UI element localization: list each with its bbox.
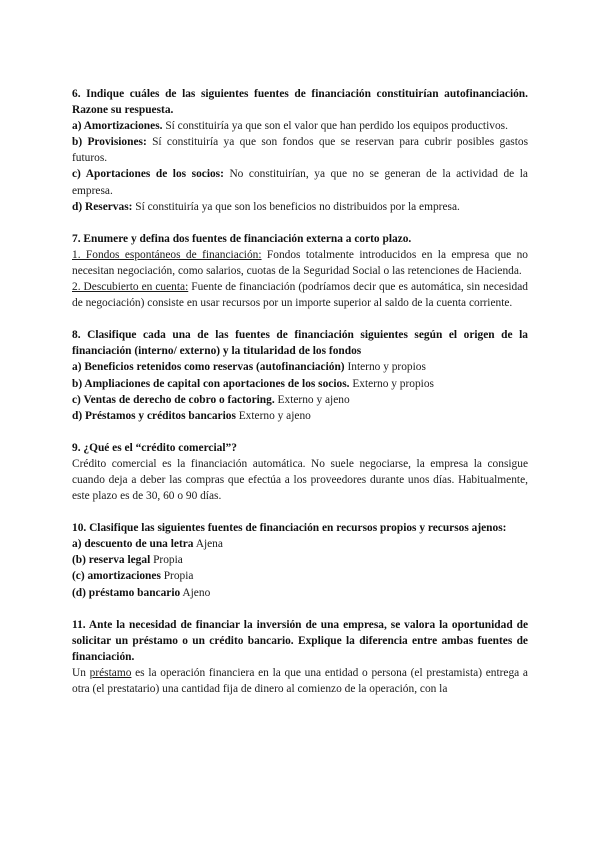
answer-8b: b) Ampliaciones de capital con aportaciones de los socios. Externo y propios xyxy=(72,377,434,390)
question-9-title: 9. ¿Qué es el “crédito comercial”? xyxy=(72,441,237,454)
question-7-title: 7. Enumere y defina dos fuentes de financiación externa a corto plazo. xyxy=(72,232,412,245)
question-8-title: 8. Clasifique cada una de las fuentes de financiación siguientes según el origen de la financiación (interno/ externo) y la titularidad de los fondos xyxy=(72,329,528,358)
answer-6c: c) Aportaciones de los socios: No constituirían, ya que no se generan de la actividad de la empresa. xyxy=(72,168,528,197)
answer-8c: c) Ventas de derecho de cobro o factoring. Externo y ajeno xyxy=(72,393,350,406)
answer-6b: b) Provisiones: Sí constituiría ya que son fondos que se reservan para cubrir posibles gastos futuros. xyxy=(72,136,529,165)
question-10 xyxy=(72,520,528,600)
question-9 xyxy=(72,440,528,504)
answer-8d: d) Préstamos y créditos bancarios Externo y ajeno xyxy=(72,409,311,422)
answer-6d: d) Reservas: Sí constituiría ya que son los beneficios no distribuidos por la empresa. xyxy=(72,200,460,213)
answer-6a: a) Amortizaciones. Sí constituiría ya que son el valor que han perdido los equipos productivos. xyxy=(72,120,508,133)
question-6 xyxy=(72,86,528,215)
term-prestamo: préstamo xyxy=(89,666,132,679)
answer-8a: a) Beneficios retenidos como reservas (autofinanciación) Interno y propios xyxy=(72,361,426,374)
answer-7-2: 2. Descubierto en cuenta: Fuente de financiación (podríamos decir que es automática, sin necesidad de negociación) consiste en usar recursos por un importe superior al saldo de la cuenta corriente. xyxy=(72,281,528,310)
question-11-title: 11. Ante la necesidad de financiar la inversión de una empresa, se valora la oportunidad de solicitar un préstamo o un crédito bancario. Explique la diferencia entre ambas fuentes de financiación. xyxy=(72,618,528,663)
answer-10b: (b) reserva legal Propia xyxy=(72,554,183,567)
answer-7-1: 1. Fondos espontáneos de financiación: Fondos totalmente introducidos en la empresa que no necesitan negociación, como salarios, cuotas de la Seguridad Social o las retenciones de Hacienda. xyxy=(72,248,528,277)
question-8 xyxy=(72,327,528,424)
question-10-title: 10. Clasifique las siguientes fuentes de financiación en recursos propios y recursos ajenos: xyxy=(72,522,507,535)
answer-10a: a) descuento de una letra Ajena xyxy=(72,538,223,551)
question-7 xyxy=(72,231,528,311)
answer-10c: (c) amortizaciones Propia xyxy=(72,570,194,583)
answer-9: Crédito comercial es la financiación automática. No suele negociarse, la empresa la consigue cuando deja a deber las compras que efectúa a los proveedores durante unos días. Habitualmente, este plazo es de 30, 60 o 90 días. xyxy=(72,457,528,503)
answer-10d: (d) préstamo bancario Ajeno xyxy=(72,586,211,599)
answer-11: Un préstamo es la operación financiera en la que una entidad o persona (el prestamista) entrega a otra (el prestatario) una cantidad fija de dinero al comienzo de la operación, con la xyxy=(72,666,528,695)
question-6-title: 6. Indique cuáles de las siguientes fuentes de financiación constituirían autofinanciación. Razone su respuesta. xyxy=(72,88,528,117)
document-page xyxy=(72,86,528,697)
question-11 xyxy=(72,617,528,697)
